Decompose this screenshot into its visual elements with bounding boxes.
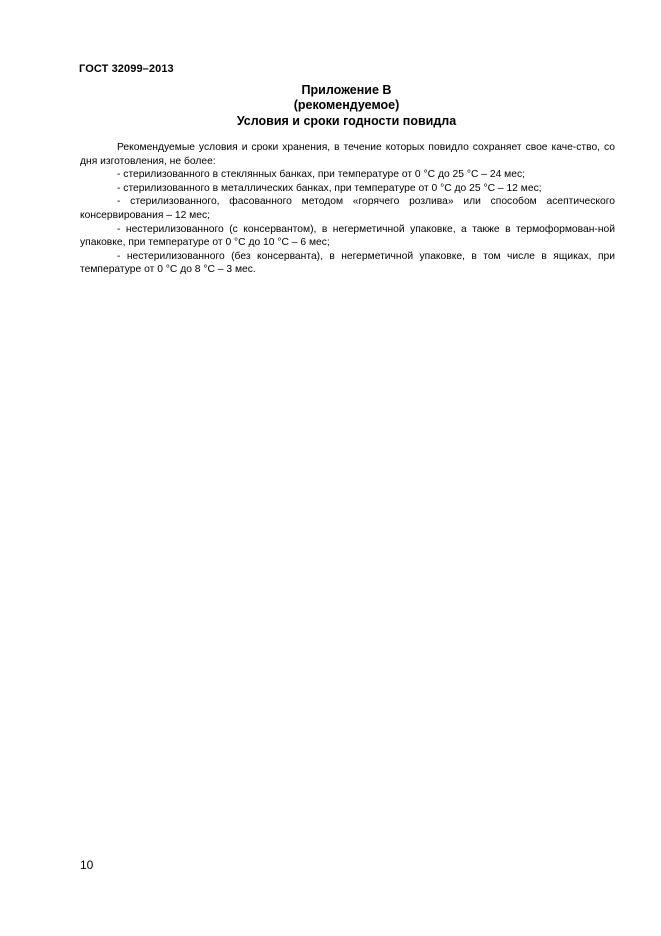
page-number: 10 — [80, 858, 94, 872]
body-paragraph-hot-fill: - стерилизованного, фасованного методом «горячего розлива» или способом асептического консервирования – 12 мес; — [80, 196, 615, 221]
body-paragraph-glass-jars: - стерилизованного в стеклянных банках, при температуре от 0 °С до 25 °С – 24 мес; — [117, 169, 525, 181]
body-paragraph-no-preservative: - нестерилизованного (без консерванта), в негерметичной упаковке, в том числе в ящиках, при температуре от 0 °С до 8 °С – 3 мес. — [80, 250, 615, 276]
body-paragraph-preservative: - нестерилизованного (с консервантом), в негерметичной упаковке, а также в термоформован-ной упаковке, при температуре от 0 °С до 10 °С – 6 мес; — [80, 223, 615, 249]
appendix-body — [80, 141, 615, 277]
appendix-status: (рекомендуемое) — [293, 98, 400, 112]
document-code: ГОСТ 32099–2013 — [79, 63, 174, 75]
appendix-heading: Условия и сроки годности повидла — [236, 114, 457, 128]
body-paragraph-intro: Рекомендуемые условия и сроки хранения, в течение которых повидло сохраняет свое каче-ство, со дня изготовления, не более: — [80, 142, 615, 167]
body-paragraph-metal-cans: - стерилизованного в металлических банках, при температуре от 0 °С до 25 °С – 12 мес; — [117, 182, 542, 194]
appendix-title: Приложение В — [301, 83, 392, 97]
